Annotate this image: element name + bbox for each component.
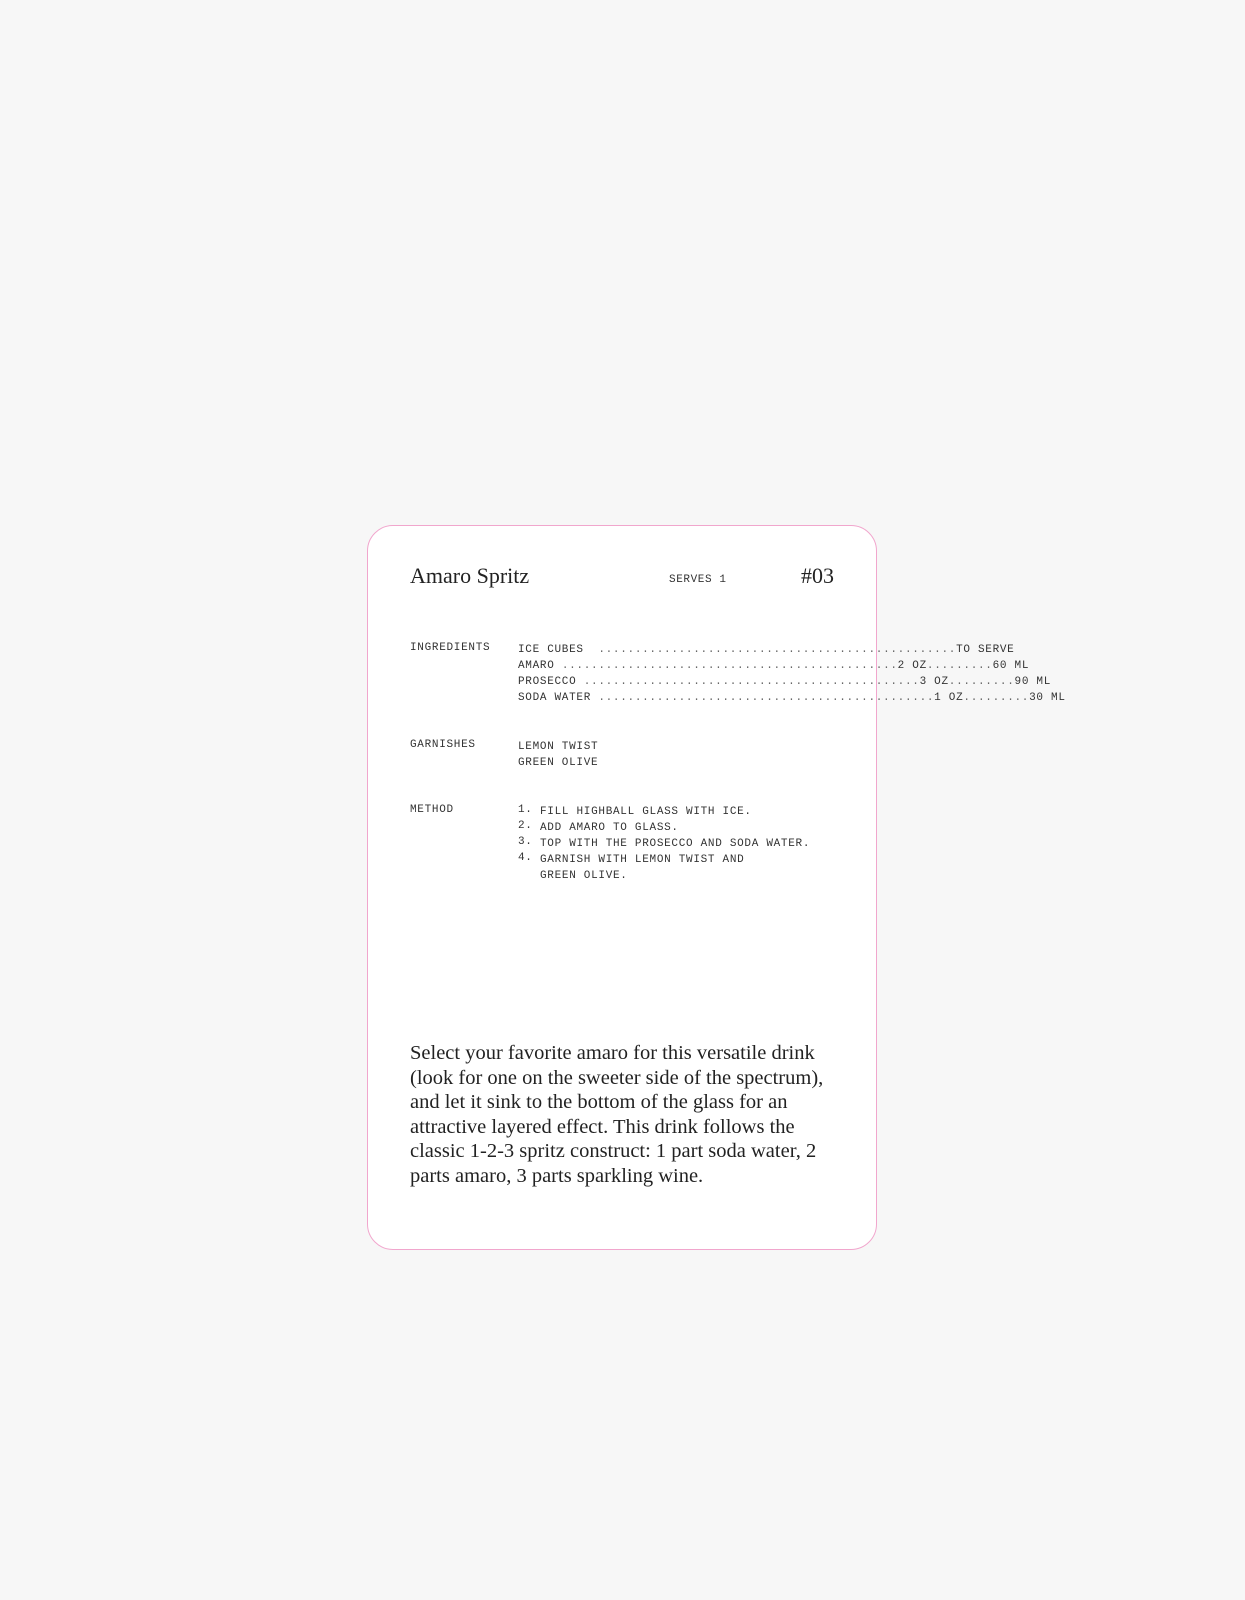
ingredient-name: PROSECCO — [518, 676, 577, 688]
step-text: FILL HIGHBALL GLASS WITH ICE. — [540, 806, 752, 818]
step-number: 2. — [518, 820, 533, 832]
ingredient-qty: 1 OZ — [934, 692, 964, 704]
leader-dots: ......... — [926, 660, 993, 672]
ingredient-metric: 90 ML — [1014, 676, 1052, 688]
step-text: GARNISH WITH LEMON TWIST AND GREEN OLIVE. — [540, 854, 745, 882]
recipe-number: #03 — [801, 563, 834, 588]
leader-dots: .............................................. — [576, 676, 920, 688]
leader-dots: ......... — [963, 692, 1030, 704]
garnish-item: GREEN OLIVE — [518, 757, 599, 769]
leader-dots: ......... — [948, 676, 1015, 688]
leader-dots: .............................................. — [554, 660, 898, 672]
method-step — [518, 820, 848, 836]
ingredient-name: ICE CUBES — [518, 644, 584, 656]
method-label: METHOD — [410, 804, 454, 816]
step-number: 3. — [518, 836, 533, 848]
step-number: 4. — [518, 852, 533, 864]
garnishes-list — [518, 739, 836, 771]
method-step — [518, 804, 848, 820]
ingredient-metric: 60 ML — [992, 660, 1030, 672]
ingredients-label: INGREDIENTS — [410, 642, 491, 654]
leader-dots: .............................................. — [591, 692, 935, 704]
leader-dots: ................................................. — [583, 644, 957, 656]
ingredient-name: SODA WATER — [518, 692, 592, 704]
ingredient-name: AMARO — [518, 660, 555, 672]
recipe-card — [367, 525, 1066, 1250]
recipe-description: Select your favorite amaro for this versatile drink (look for one on the sweeter side of the spectrum), and let it sink to the bottom of the glass for an attractive layered effect. This drink follows the classic 1-2-3 spritz construct: 1 part soda water, 2 parts amaro, 3 parts sparkling wine. — [410, 1042, 824, 1187]
ingredient-row-soda — [518, 690, 1066, 706]
ingredient-row-ice — [518, 642, 1015, 658]
ingredient-amount: TO SERVE — [956, 644, 1015, 656]
method-list — [518, 804, 848, 884]
serves-label: SERVES 1 — [669, 574, 727, 586]
ingredient-row-prosecco — [518, 674, 1052, 690]
ingredient-qty: 3 OZ — [919, 676, 949, 688]
ingredient-qty: 2 OZ — [897, 660, 927, 672]
ingredient-row-amaro — [518, 658, 1030, 674]
step-text: ADD AMARO TO GLASS. — [540, 822, 679, 834]
recipe-title: Amaro Spritz — [410, 563, 530, 588]
step-text: TOP WITH THE PROSECCO AND SODA WATER. — [540, 838, 811, 850]
ingredients-list — [518, 642, 1066, 706]
garnishes-label: GARNISHES — [410, 739, 476, 751]
method-step — [518, 852, 848, 884]
garnish-item: LEMON TWIST — [518, 741, 599, 753]
method-step — [518, 836, 848, 852]
ingredient-metric: 30 ML — [1029, 692, 1066, 704]
step-number: 1. — [518, 804, 533, 816]
